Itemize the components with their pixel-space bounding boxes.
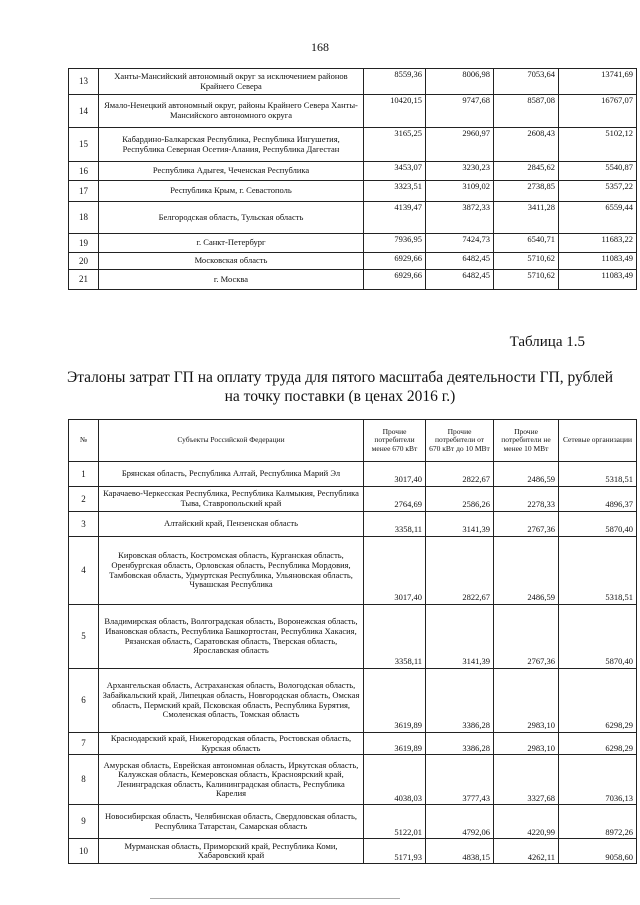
row-number: 1 (69, 462, 99, 487)
row-number: 2 (69, 487, 99, 512)
row-value-grid-organizations: 5870,40 (559, 605, 637, 669)
row-value-grid-organizations: 16767,07 (559, 95, 637, 128)
row-value-medium-consumers: 2822,67 (426, 462, 494, 487)
row-number: 18 (69, 202, 99, 234)
row-value-large-consumers: 8587,08 (494, 95, 559, 128)
row-subject: Кабардино-Балкарская Республика, Республика Ингушетия, Республика Северная Осетия-Алания, Республика Дагестан (99, 128, 364, 162)
row-value-grid-organizations: 7036,13 (559, 755, 637, 805)
row-value-grid-organizations: 6298,29 (559, 669, 637, 733)
header-subject: Субъекты Российской Федерации (99, 420, 364, 462)
row-value-small-consumers: 5171,93 (364, 839, 426, 864)
row-value-grid-organizations: 5540,87 (559, 162, 637, 181)
table-row (69, 128, 637, 162)
row-value-grid-organizations: 9058,60 (559, 839, 637, 864)
row-value-small-consumers: 4139,47 (364, 202, 426, 234)
row-value-large-consumers: 2845,62 (494, 162, 559, 181)
page-number: 168 (311, 40, 329, 54)
row-value-large-consumers: 2486,59 (494, 537, 559, 605)
row-value-grid-organizations: 5318,51 (559, 537, 637, 605)
table-row (69, 270, 637, 290)
row-subject: Ямало-Ненецкий автономный округ, районы Крайнего Севера Ханты-Мансийского автономного округа (99, 95, 364, 128)
row-number: 8 (69, 755, 99, 805)
table-row (69, 733, 637, 755)
row-value-small-consumers: 8559,36 (364, 69, 426, 95)
row-value-medium-consumers: 3141,39 (426, 512, 494, 537)
header-number: № (69, 420, 99, 462)
row-subject: Новосибирская область, Челябинская область, Свердловская область, Республика Татарстан, Самарская область (99, 805, 364, 839)
table-row (69, 512, 637, 537)
row-value-medium-consumers: 2960,97 (426, 128, 494, 162)
row-value-medium-consumers: 7424,73 (426, 234, 494, 253)
row-subject: Архангельская область, Астраханская область, Вологодская область, Забайкальский край, Липецкая область, Новгородская область, Омская область, Пермский край, Псковская область, Республика Бурятия, Смоленская область, Томская область (99, 669, 364, 733)
row-value-small-consumers: 7936,95 (364, 234, 426, 253)
row-value-large-consumers: 2983,10 (494, 669, 559, 733)
row-number: 13 (69, 69, 99, 95)
row-value-small-consumers: 3323,51 (364, 181, 426, 202)
row-subject: Московская область (99, 253, 364, 270)
table-row (69, 669, 637, 733)
row-value-medium-consumers: 3386,28 (426, 733, 494, 755)
row-value-small-consumers: 2764,69 (364, 487, 426, 512)
row-number: 15 (69, 128, 99, 162)
table-title: Эталоны затрат ГП на оплату труда для пятого масштаба деятельности ГП, рублей на точку поставки (в ценах 2016 г.) (66, 369, 614, 406)
row-subject: Ханты-Мансийский автономный округ за исключением районов Крайнего Севера (99, 69, 364, 95)
row-value-large-consumers: 5710,62 (494, 270, 559, 290)
row-subject: Брянская область, Республика Алтай, Республика Марий Эл (99, 462, 364, 487)
row-number: 6 (69, 669, 99, 733)
bottom-rule (150, 898, 400, 899)
row-value-grid-organizations: 6559,44 (559, 202, 637, 234)
row-value-large-consumers: 5710,62 (494, 253, 559, 270)
row-value-large-consumers: 2738,85 (494, 181, 559, 202)
header-medium-consumers: Прочие потребители от 670 кВт до 10 МВт (426, 420, 494, 462)
row-value-large-consumers: 6540,71 (494, 234, 559, 253)
table-row (69, 181, 637, 202)
row-value-medium-consumers: 3230,23 (426, 162, 494, 181)
row-value-large-consumers: 3411,28 (494, 202, 559, 234)
table-row (69, 162, 637, 181)
row-value-grid-organizations: 5102,12 (559, 128, 637, 162)
row-value-medium-consumers: 8006,98 (426, 69, 494, 95)
row-value-small-consumers: 3017,40 (364, 537, 426, 605)
row-number: 9 (69, 805, 99, 839)
row-value-grid-organizations: 11083,49 (559, 253, 637, 270)
row-number: 5 (69, 605, 99, 669)
row-value-small-consumers: 3017,40 (364, 462, 426, 487)
row-value-large-consumers: 3327,68 (494, 755, 559, 805)
row-value-medium-consumers: 2586,26 (426, 487, 494, 512)
row-value-grid-organizations: 11683,22 (559, 234, 637, 253)
table-row (69, 537, 637, 605)
row-number: 21 (69, 270, 99, 290)
row-subject: Алтайский край, Пензенская область (99, 512, 364, 537)
row-value-small-consumers: 6929,66 (364, 270, 426, 290)
row-value-grid-organizations: 5318,51 (559, 462, 637, 487)
row-number: 17 (69, 181, 99, 202)
table-header-row (69, 420, 637, 462)
row-value-small-consumers: 3165,25 (364, 128, 426, 162)
row-subject: г. Санкт-Петербург (99, 234, 364, 253)
row-value-small-consumers: 3358,11 (364, 605, 426, 669)
row-value-large-consumers: 2486,59 (494, 462, 559, 487)
table-row (69, 605, 637, 669)
row-number: 10 (69, 839, 99, 864)
header-large-consumers: Прочие потребители не менее 10 МВт (494, 420, 559, 462)
table-row (69, 234, 637, 253)
row-value-large-consumers: 2767,36 (494, 512, 559, 537)
row-value-grid-organizations: 8972,26 (559, 805, 637, 839)
table-row (69, 839, 637, 864)
row-value-large-consumers: 4220,99 (494, 805, 559, 839)
row-number: 3 (69, 512, 99, 537)
row-value-large-consumers: 7053,64 (494, 69, 559, 95)
row-subject: Республика Адыгея, Чеченская Республика (99, 162, 364, 181)
table-row (69, 253, 637, 270)
row-subject: Карачаево-Черкесская Республика, Республика Калмыкия, Республика Тыва, Ставропольский край (99, 487, 364, 512)
row-value-grid-organizations: 4896,37 (559, 487, 637, 512)
row-value-medium-consumers: 3386,28 (426, 669, 494, 733)
table-row (69, 805, 637, 839)
row-value-medium-consumers: 3109,02 (426, 181, 494, 202)
row-subject: Кировская область, Костромская область, Курганская область, Оренбургская область, Орловская область, Республика Мордовия, Тамбовская область, Удмуртская Республика, Ульяновская область, Чувашская Республика (99, 537, 364, 605)
table-row (69, 487, 637, 512)
row-value-medium-consumers: 6482,45 (426, 253, 494, 270)
row-value-medium-consumers: 6482,45 (426, 270, 494, 290)
table-row (69, 95, 637, 128)
row-number: 14 (69, 95, 99, 128)
row-value-medium-consumers: 4838,15 (426, 839, 494, 864)
row-value-large-consumers: 2278,33 (494, 487, 559, 512)
row-number: 4 (69, 537, 99, 605)
row-value-medium-consumers: 2822,67 (426, 537, 494, 605)
row-subject: г. Москва (99, 270, 364, 290)
row-number: 20 (69, 253, 99, 270)
row-value-medium-consumers: 3872,33 (426, 202, 494, 234)
row-value-small-consumers: 10420,15 (364, 95, 426, 128)
row-subject: Республика Крым, г. Севастополь (99, 181, 364, 202)
table-row (69, 202, 637, 234)
row-value-small-consumers: 6929,66 (364, 253, 426, 270)
row-value-grid-organizations: 5357,22 (559, 181, 637, 202)
row-value-medium-consumers: 4792,06 (426, 805, 494, 839)
header-grid-organizations: Сетевые организации (559, 420, 637, 462)
row-subject: Краснодарский край, Нижегородская область, Ростовская область, Курская область (99, 733, 364, 755)
row-value-small-consumers: 3619,89 (364, 733, 426, 755)
row-value-large-consumers: 4262,11 (494, 839, 559, 864)
row-value-large-consumers: 2983,10 (494, 733, 559, 755)
row-subject: Мурманская область, Приморский край, Республика Коми, Хабаровский край (99, 839, 364, 864)
row-value-grid-organizations: 6298,29 (559, 733, 637, 755)
table-label: Таблица 1.5 (509, 334, 585, 350)
row-value-small-consumers: 3619,89 (364, 669, 426, 733)
row-value-large-consumers: 2608,43 (494, 128, 559, 162)
main-table (68, 419, 637, 864)
row-number: 16 (69, 162, 99, 181)
row-subject: Владимирская область, Волгоградская область, Воронежская область, Ивановская область, Республика Башкортостан, Республика Хакасия, Рязанская область, Саратовская область, Тверская область, Ярославская область (99, 605, 364, 669)
row-value-small-consumers: 4038,03 (364, 755, 426, 805)
row-value-grid-organizations: 13741,69 (559, 69, 637, 95)
table-row (69, 462, 637, 487)
row-value-medium-consumers: 3777,43 (426, 755, 494, 805)
row-subject: Белгородская область, Тульская область (99, 202, 364, 234)
row-value-large-consumers: 2767,36 (494, 605, 559, 669)
header-small-consumers: Прочие потребители менее 670 кВт (364, 420, 426, 462)
row-value-small-consumers: 5122,01 (364, 805, 426, 839)
row-value-grid-organizations: 11083,49 (559, 270, 637, 290)
row-subject: Амурская область, Еврейская автономная область, Иркутская область, Калужская область, Кемеровская область, Красноярский край, Ленинградская область, Калининградская область, Республика Карелия (99, 755, 364, 805)
row-value-grid-organizations: 5870,40 (559, 512, 637, 537)
row-value-medium-consumers: 9747,68 (426, 95, 494, 128)
row-value-medium-consumers: 3141,39 (426, 605, 494, 669)
row-number: 19 (69, 234, 99, 253)
row-value-small-consumers: 3453,07 (364, 162, 426, 181)
table-row (69, 755, 637, 805)
table-row (69, 69, 637, 95)
row-number: 7 (69, 733, 99, 755)
row-value-small-consumers: 3358,11 (364, 512, 426, 537)
continued-table (68, 68, 637, 290)
